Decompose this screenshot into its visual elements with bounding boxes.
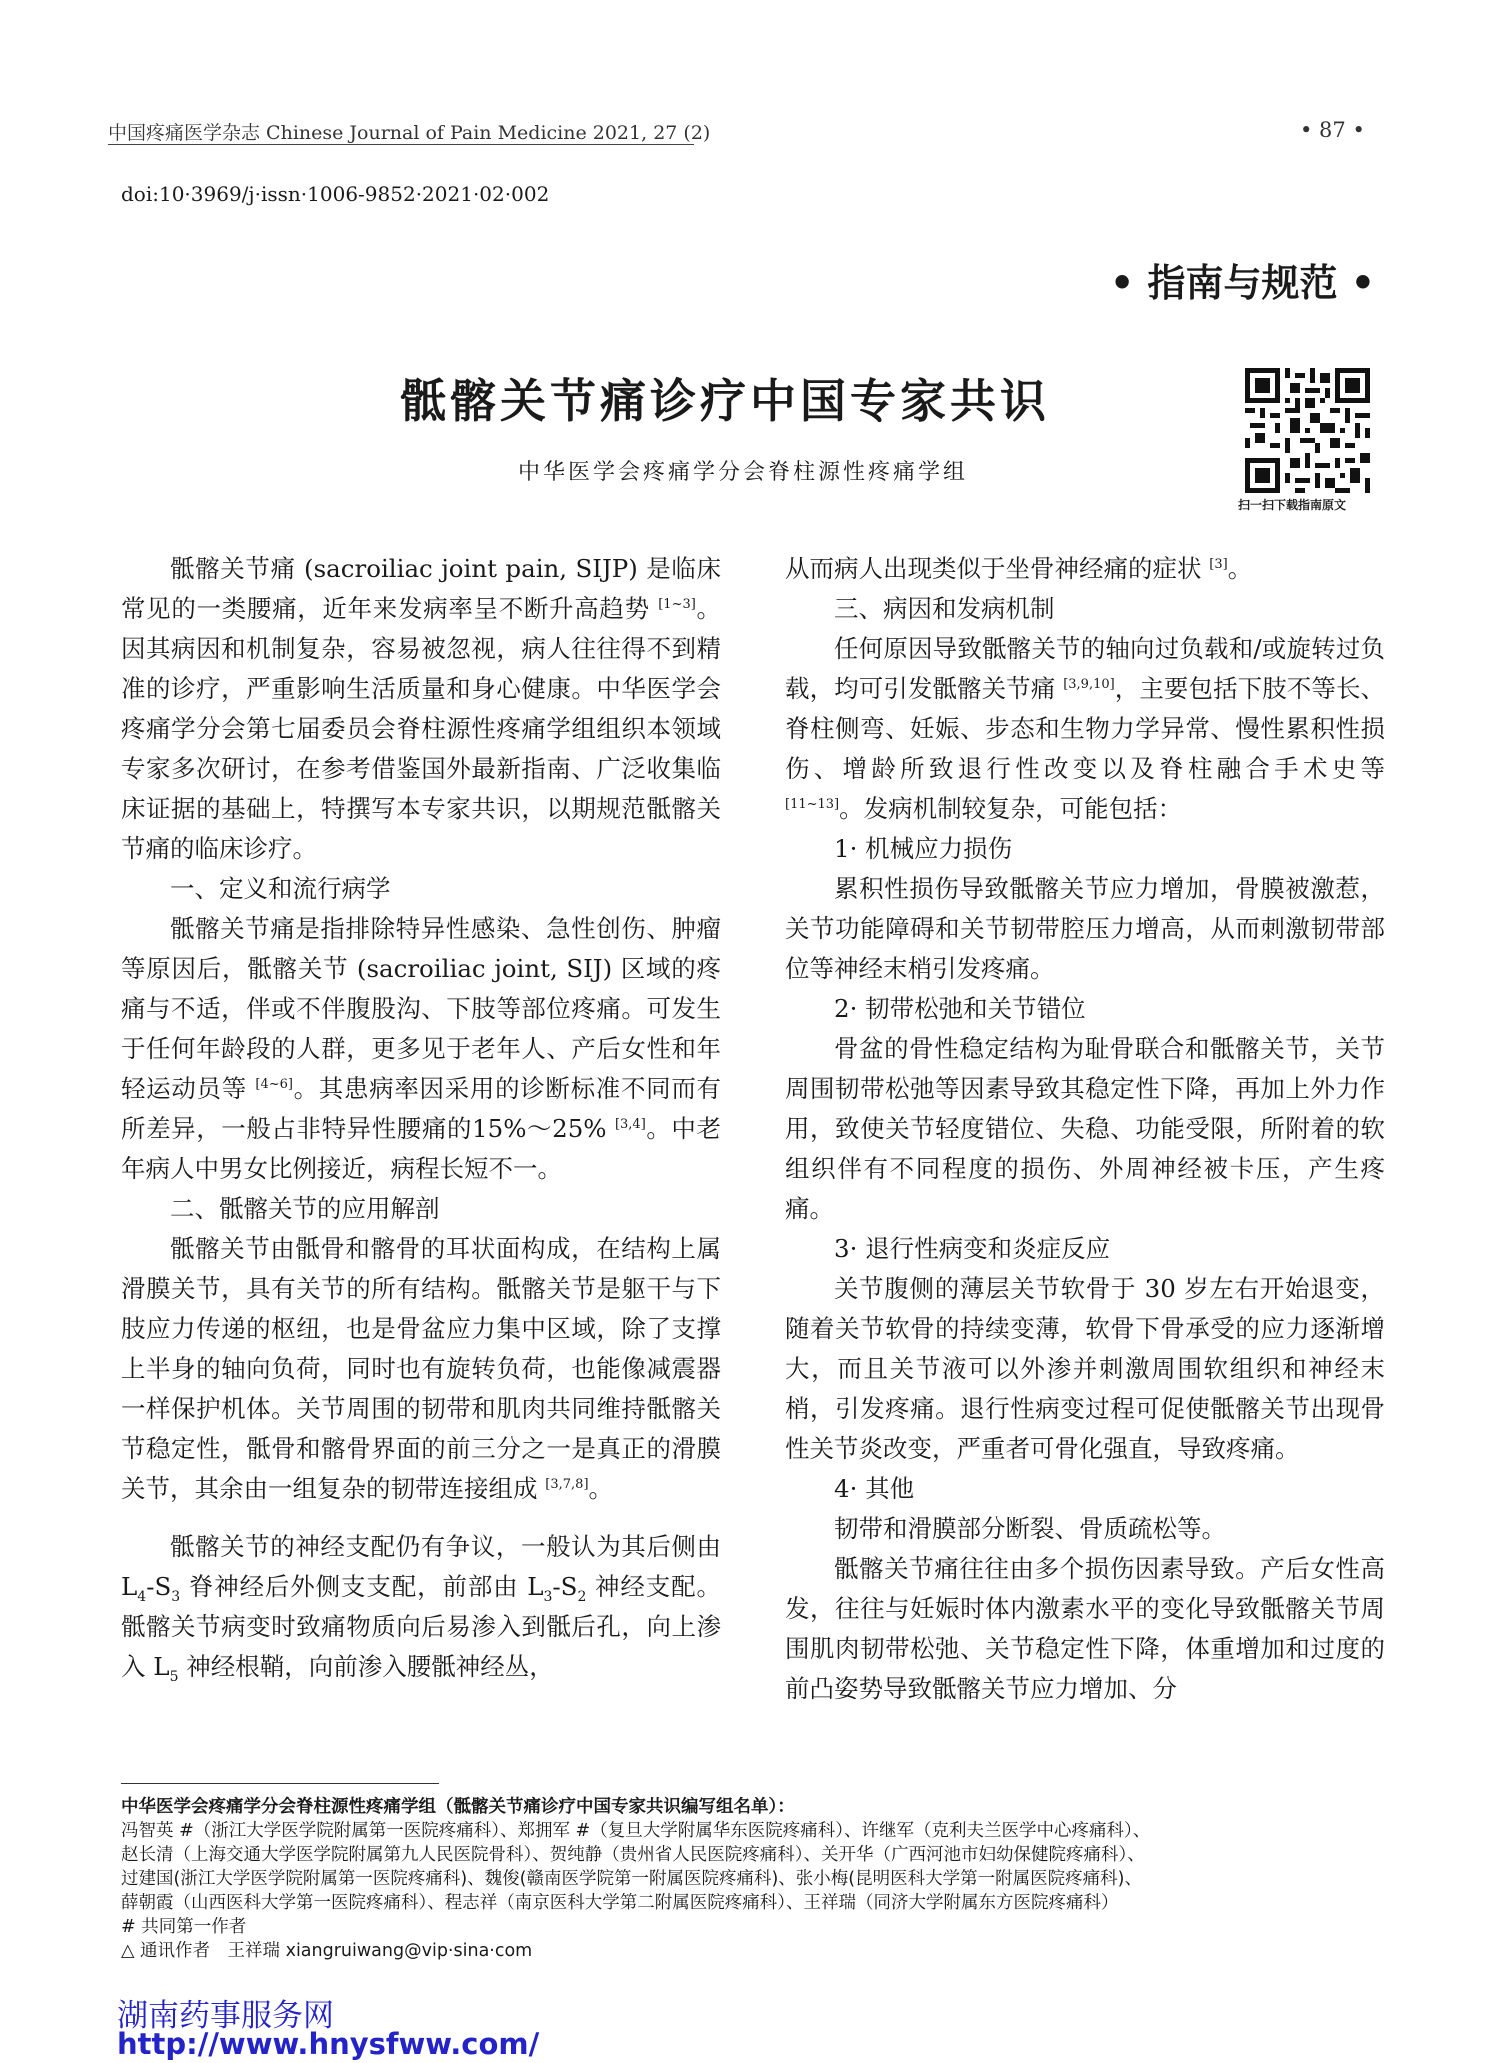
header-rule xyxy=(108,144,694,145)
paragraph: 任何原因导致骶髂关节的轴向过负载和/或旋转过负载，均可引发骶髂关节痛 [3,9,10]，主要包括下肢不等长、脊柱侧弯、妊娠、步态和生物力学异常、慢性累积性损伤、增龄所致退行性改变以及脊柱融合手术史等 [11~13]。发病机制较复杂，可能包括： xyxy=(785,634,1386,823)
footnote-rule xyxy=(121,1783,439,1784)
paragraph: 关节腹侧的薄层关节软骨于 30 岁左右开始退变，随着关节软骨的持续变薄，软骨下骨承受的应力逐渐增大，而且关节液可以外渗并刺激周围软组织和神经末梢，引发疼痛。退行性病变过程可促使骶髂关节出现骨性关节炎改变，严重者可骨化强直，导致疼痛。 xyxy=(785,1274,1385,1463)
paragraph: 骶髂关节痛往往由多个损伤因素导致。产后女性高发，往往与妊娠时体内激素水平的变化导致骶髂关节周围肌肉韧带松弛、关节稳定性下降，体重增加和过度的前凸姿势导致骶髂关节应力增加、分 xyxy=(785,1554,1385,1703)
subheading-1: 1· 机械应力损伤 xyxy=(834,834,1013,863)
paragraph: 骨盆的骨性稳定结构为耻骨联合和骶髂关节，关节周围韧带松弛等因素导致其稳定性下降，再加上外力作用，致使关节轻度错位、失稳、功能受限，所附着的软组织伴有不同程度的损伤、外周神经被卡压，产生疼痛。 xyxy=(785,1034,1385,1223)
paragraph: 骶髂关节痛是指排除特异性感染、急性创伤、肿瘤等原因后，骶髂关节 (sacroiliac joint, SIJ) 区域的疼痛与不适，伴或不伴腹股沟、下肢等部位疼痛。可发生于任何年龄段的人群，更多见于老年人、产后女性和年轻运动员等 [4~6]。其患病率因采用的诊断标准不同而有所差异，一般占非特异性腰痛的15%～25% [3,4]。中老年病人中男女比例接近，病程长短不一。 xyxy=(121,914,722,1183)
page-number: • 87 • xyxy=(1300,118,1365,142)
section-tag: • 指南与规范 • xyxy=(1110,261,1376,305)
qr-code-icon[interactable] xyxy=(1245,368,1370,493)
paragraph: 骶髂关节由骶骨和髂骨的耳状面构成，在结构上属滑膜关节，具有关节的所有结构。骶髂关节是躯干与下肢应力传递的枢纽，也是骨盆应力集中区域，除了支撑上半身的轴向负荷，同时也有旋转负荷，也能像减震器一样保护机体。关节周围的韧带和肌肉共同维持骶髂关节稳定性，骶骨和髂骨界面的前三分之一是真正的滑膜关节，其余由一组复杂的韧带连接组成 [3,7,8]。 xyxy=(121,1234,721,1503)
watermark-url-link[interactable]: http://www.hnysfww.com/ xyxy=(117,2027,540,2061)
subheading-4: 4· 其他 xyxy=(834,1474,915,1503)
footnote xyxy=(121,1795,1391,1963)
footnote-heading: 中华医学会疼痛学分会脊柱源性疼痛学组（骶髂关节痛诊疗中国专家共识编写组名单）： xyxy=(121,1797,795,1817)
section-heading-3: 三、病因和发病机制 xyxy=(834,594,1055,623)
paragraph: 韧带和滑膜部分断裂、骨质疏松等。 xyxy=(834,1514,1226,1543)
footnote-line: # 共同第一作者 xyxy=(121,1917,247,1937)
qr-caption: 扫一扫下载指南原文 xyxy=(1238,498,1347,512)
doi: doi:10·3969/j·issn·1006-9852·2021·02·002 xyxy=(121,182,550,206)
article-title: 骶髂关节痛诊疗中国专家共识 xyxy=(400,374,1050,428)
right-column xyxy=(785,549,1385,1709)
author-group: 中华医学会疼痛学分会脊柱源性疼痛学组 xyxy=(518,460,969,485)
section-heading-2: 二、骶髂关节的应用解剖 xyxy=(170,1194,440,1223)
footnote-line: △ 通讯作者 王祥瑞 xiangruiwang@vip·sina·com xyxy=(121,1941,533,1961)
paragraph: 累积性损伤导致骶髂关节应力增加，骨膜被激惹，关节功能障碍和关节韧带腔压力增高，从而刺激韧带部位等神经末梢引发疼痛。 xyxy=(785,874,1385,983)
paragraph: 从而病人出现类似于坐骨神经痛的症状 [3]。 xyxy=(785,554,1253,583)
section-heading-1: 一、定义和流行病学 xyxy=(170,874,391,903)
subheading-2: 2· 韧带松弛和关节错位 xyxy=(834,994,1086,1023)
subheading-3: 3· 退行性病变和炎症反应 xyxy=(834,1234,1111,1263)
footnote-line: 过建国(浙江大学医学院附属第一医院疼痛科)、魏俊(赣南医学院第一附属医院疼痛科)、张小梅(昆明医科大学第一附属医院疼痛科)、 xyxy=(121,1869,1142,1889)
watermark-name: 湖南药事服务网 xyxy=(117,1998,334,2034)
paragraph: 骶髂关节痛 (sacroiliac joint pain, SIJP) 是临床常见的一类腰痛，近年来发病率呈不断升高趋势 [1~3]。因其病因和机制复杂，容易被忽视，病人往往得不到精准的诊疗，严重影响生活质量和身心健康。中华医学会疼痛学分会第七届委员会脊柱源性疼痛学组组织本领域专家多次研讨，在参考借鉴国外最新指南、广泛收集临床证据的基础上，特撰写本专家共识，以期规范骶髂关节痛的临床诊疗。 xyxy=(121,554,721,863)
footnote-line: 薛朝霞（山西医科大学第一医院疼痛科）、程志祥（南京医科大学第二附属医院疼痛科）、王祥瑞（同济大学附属东方医院疼痛科） xyxy=(121,1893,1119,1913)
journal-header: 中国疼痛医学杂志 Chinese Journal of Pain Medicine 2021, 27 (2) xyxy=(108,122,711,144)
footnote-line: 冯智英 #（浙江大学医学院附属第一医院疼痛科）、郑拥军 #（复旦大学附属华东医院疼痛科）、许继军（克利夫兰医学中心疼痛科）、 xyxy=(121,1821,1151,1841)
footnote-line: 赵长清（上海交通大学医学院附属第九人民医院骨科）、贺纯静（贵州省人民医院疼痛科）、关开华（广西河池市妇幼保健院疼痛科）、 xyxy=(121,1845,1145,1865)
left-column xyxy=(121,549,721,1687)
paragraph: 骶髂关节的神经支配仍有争议，一般认为其后侧由 $L_4-S_3$ 脊神经后外侧支支配，前部由 $L_3-S_2$ 神经支配。骶髂关节病变时致痛物质向后易渗入到骶后孔，向上渗入 $L_5$ 神经根鞘，向前渗入腰骶神经丛， xyxy=(121,1532,721,1685)
